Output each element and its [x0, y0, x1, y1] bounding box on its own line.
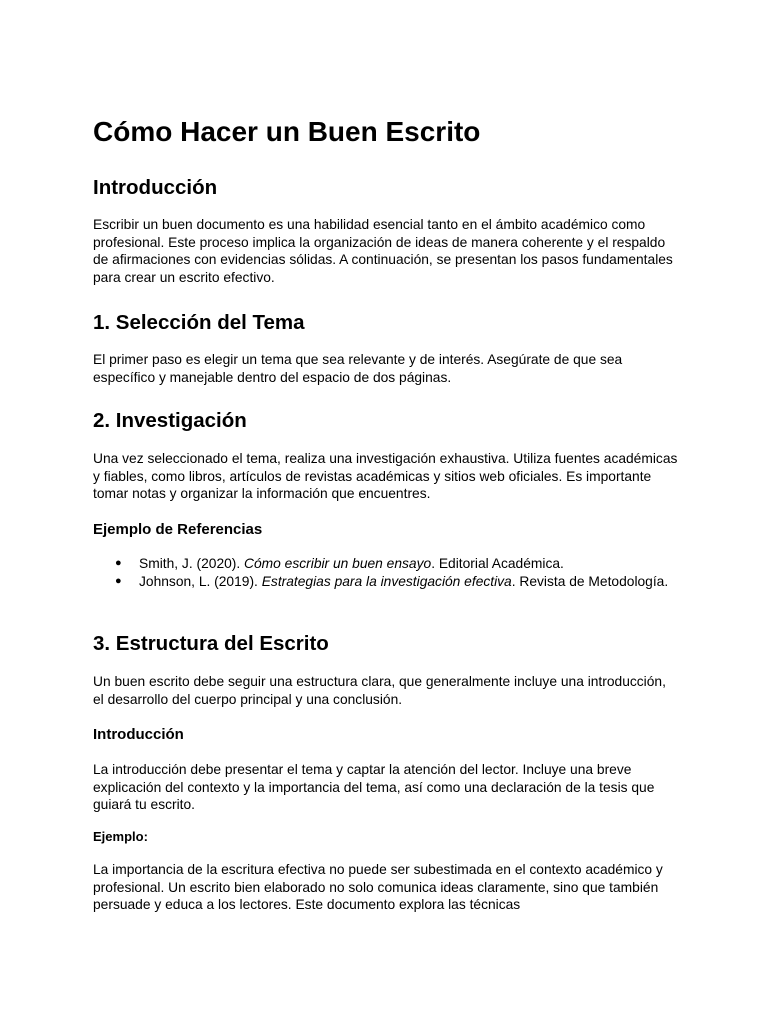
reference-item: [93, 573, 678, 591]
example-heading: Ejemplo:: [93, 829, 148, 844]
section-3-paragraph: Un buen escrito debe seguir una estructura clara, que generalmente incluye una introducción, el desarrollo del cuerpo principal y una conclusión.: [93, 674, 666, 707]
section-3-intro-heading: Introducción: [93, 726, 184, 743]
reference-author: Johnson, L. (2019).: [139, 573, 262, 589]
bullet-icon: ●: [115, 574, 122, 587]
references-heading: Ejemplo de Referencias: [93, 521, 263, 538]
reference-publisher: . Revista de Metodología.: [511, 573, 669, 589]
document-title: Cómo Hacer un Buen Escrito: [93, 116, 481, 147]
reference-title: Cómo escribir un buen ensayo: [244, 556, 432, 571]
section-2-heading: 2. Investigación: [93, 409, 247, 432]
section-2-paragraph: Una vez seleccionado el tema, realiza una investigación exhaustiva. Utiliza fuentes académicas y fiables, como libros, artículos de revistas académicas y sitios web oficiales. Es importante tomar notas y organizar la información que encuentres.: [93, 451, 678, 501]
references-list: [93, 555, 678, 590]
reference-publisher: . Editorial Académica.: [431, 556, 564, 571]
reference-author: Smith, J. (2020).: [139, 556, 245, 571]
bullet-icon: ●: [115, 557, 122, 569]
example-paragraph: La importancia de la escritura efectiva no puede ser subestimada en el contexto académico y profesional. Un escrito bien elaborado no solo comunica ideas claramente, sino que también persuade y educa a los lectores. Este documento explora las técnicas: [93, 862, 663, 912]
intro-paragraph: Escribir un buen documento es una habilidad esencial tanto en el ámbito académico como profesional. Este proceso implica la organización de ideas de manera coherente y el respaldo de afirmaciones con evidencias sólidas. A continuación, se presentan los pasos fundamentales para crear un escrito efectivo.: [93, 217, 673, 285]
section-3-heading: 3. Estructura del Escrito: [93, 632, 329, 655]
reference-item: [93, 555, 678, 573]
section-3-intro-paragraph: La introducción debe presentar el tema y captar la atención del lector. Incluye una breve explicación del contexto y la importancia del tema, así como una declaración de la tesis que guiará tu escrito.: [93, 762, 655, 812]
intro-heading: Introducción: [93, 176, 218, 199]
reference-title: Estrategias para la investigación efectiva: [261, 573, 512, 589]
section-1-heading: 1. Selección del Tema: [93, 311, 305, 334]
section-1-paragraph: El primer paso es elegir un tema que sea relevante y de interés. Asegúrate de que sea específico y manejable dentro del espacio de dos páginas.: [93, 352, 623, 385]
